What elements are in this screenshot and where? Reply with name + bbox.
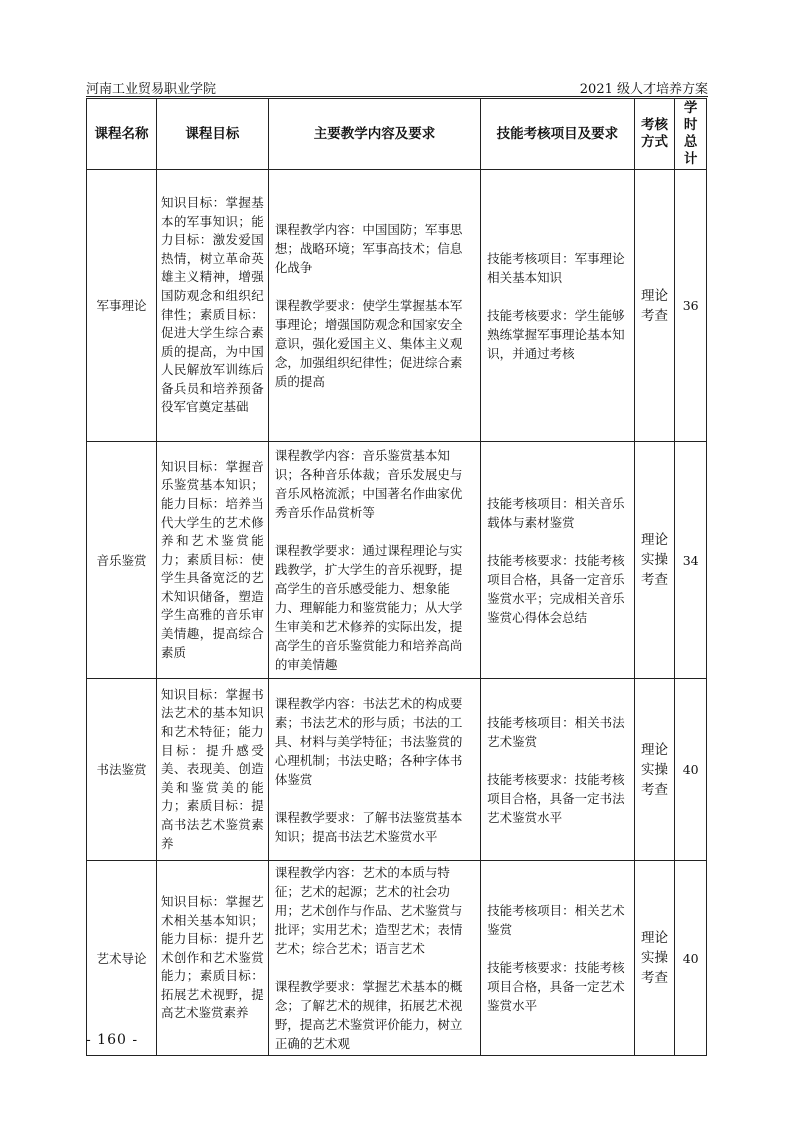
table-header-row — [87, 99, 707, 170]
assessment-method: 理论考查 — [634, 170, 675, 442]
content-requirements: 课程教学要求：使学生掌握基本军事理论；增强国防观念和国家安全意识，强化爱国主义、集体主义观念，加强组织纪律性；促进综合素质的提高 — [274, 298, 463, 389]
course-name: 艺术导论 — [87, 861, 157, 1056]
content-topics: 课程教学内容：书法艺术的构成要素；书法艺术的形与质；书法的工具、材料与美学特征；书法鉴赏的心理机制；书法史略；各种字体书体鉴赏 — [274, 695, 463, 787]
skill-requirements: 技能考核要求：技能考核项目合格，具备一定艺术鉴赏水平 — [487, 960, 625, 1013]
header-assessment-method: 考核方式 — [634, 99, 675, 170]
table-row — [87, 679, 707, 861]
table-row — [87, 170, 707, 442]
page-header — [86, 78, 708, 98]
course-goal: 知识目标：掌握基本的军事知识；能力目标：激发爱国热情，树立革命英雄主义精神，增强国防观念和组织纪律性；素质目标：促进大学生综合素质的提高，为中国人民解放军训练后备兵员和培养预备役军官奠定基础 — [157, 170, 269, 442]
skill-assessment — [481, 861, 635, 1056]
course-content — [268, 679, 480, 861]
header-course-name: 课程名称 — [87, 99, 157, 170]
skill-requirements: 技能考核要求：学生能够熟练掌握军事理论基本知识，并通过考核 — [487, 307, 625, 361]
content-topics: 课程教学内容：音乐鉴赏基本知识；各种音乐体裁；音乐发展史与音乐风格流派；中国著名作曲家优秀音乐作品赏析等 — [274, 448, 463, 520]
skill-assessment — [481, 679, 635, 861]
assessment-method: 理论实操考查 — [634, 442, 675, 679]
course-content — [268, 442, 480, 679]
skill-assessment — [481, 442, 635, 679]
course-name: 军事理论 — [87, 170, 157, 442]
total-hours: 40 — [675, 861, 707, 1056]
skill-project: 技能考核项目：相关音乐载体与素材鉴赏 — [487, 495, 625, 530]
course-goal: 知识目标：掌握音乐鉴赏基本知识；能力目标：培养当代大学生的艺术修养和艺术鉴赏能力；素质目标：使学生具备宽泛的艺术知识储备，塑造学生高雅的音乐审美情趣，提高综合素质 — [157, 442, 269, 679]
header-course-goal: 课程目标 — [157, 99, 269, 170]
course-table — [86, 98, 707, 1056]
skill-requirements: 技能考核要求：技能考核项目合格，具备一定书法艺术鉴赏水平 — [487, 771, 625, 825]
course-content — [268, 170, 480, 442]
table-row — [87, 861, 707, 1056]
course-content — [268, 861, 480, 1056]
course-goal: 知识目标：掌握艺术相关基本知识；能力目标：提升艺术创作和艺术鉴赏能力；素质目标：拓展艺术视野，提高艺术鉴赏素养 — [157, 861, 269, 1056]
course-name: 音乐鉴赏 — [87, 442, 157, 679]
assessment-method: 理论实操考查 — [634, 679, 675, 861]
skill-project: 技能考核项目：军事理论相关基本知识 — [487, 250, 625, 285]
header-total-hours: 学时总计 — [675, 99, 707, 170]
total-hours: 36 — [675, 170, 707, 442]
content-topics: 课程教学内容：中国国防；军事思想；战略环境；军事高技术；信息化战争 — [274, 222, 463, 275]
course-name: 书法鉴赏 — [87, 679, 157, 861]
page-number: - 160 - — [86, 1032, 139, 1048]
total-hours: 40 — [675, 679, 707, 861]
header-course-content: 主要教学内容及要求 — [268, 99, 480, 170]
content-requirements: 课程教学要求：了解书法鉴赏基本知识；提高书法艺术鉴赏水平 — [274, 809, 463, 844]
assessment-method: 理论实操考查 — [634, 861, 675, 1056]
header-divider — [86, 96, 708, 97]
header-document-title: 2021 级人才培养方案 — [579, 82, 708, 97]
header-institution: 河南工业贸易职业学院 — [86, 82, 217, 97]
skill-assessment — [481, 170, 635, 442]
skill-project: 技能考核项目：相关艺术鉴赏 — [487, 903, 625, 937]
skill-requirements: 技能考核要求：技能考核项目合格，具备一定音乐鉴赏水平；完成相关音乐鉴赏心得体会总结 — [487, 552, 625, 625]
total-hours: 34 — [675, 442, 707, 679]
content-requirements: 课程教学要求：掌握艺术基本的概念；了解艺术的规律，拓展艺术视野，提高艺术鉴赏评价能力，树立正确的艺术观 — [274, 979, 463, 1051]
skill-project: 技能考核项目：相关书法艺术鉴赏 — [487, 714, 625, 749]
header-skill-assessment: 技能考核项目及要求 — [481, 99, 635, 170]
table-row — [87, 442, 707, 679]
content-topics: 课程教学内容：艺术的本质与特征；艺术的起源；艺术的社会功用；艺术创作与作品、艺术鉴赏与批评；实用艺术；造型艺术；表情艺术；综合艺术；语言艺术 — [274, 865, 463, 956]
course-goal: 知识目标：掌握书法艺术的基本知识和艺术特征；能力目标：提升感受美、表现美、创造美和鉴赏美的能力；素质目标：提高书法艺术鉴赏素养 — [157, 679, 269, 861]
content-requirements: 课程教学要求：通过课程理论与实践教学，扩大学生的音乐视野，提高学生的音乐感受能力、想象能力、理解能力和鉴赏能力；从大学生审美和艺术修养的实际出发，提高学生的音乐鉴赏能力和培养高尚的审美情趣 — [274, 543, 463, 672]
